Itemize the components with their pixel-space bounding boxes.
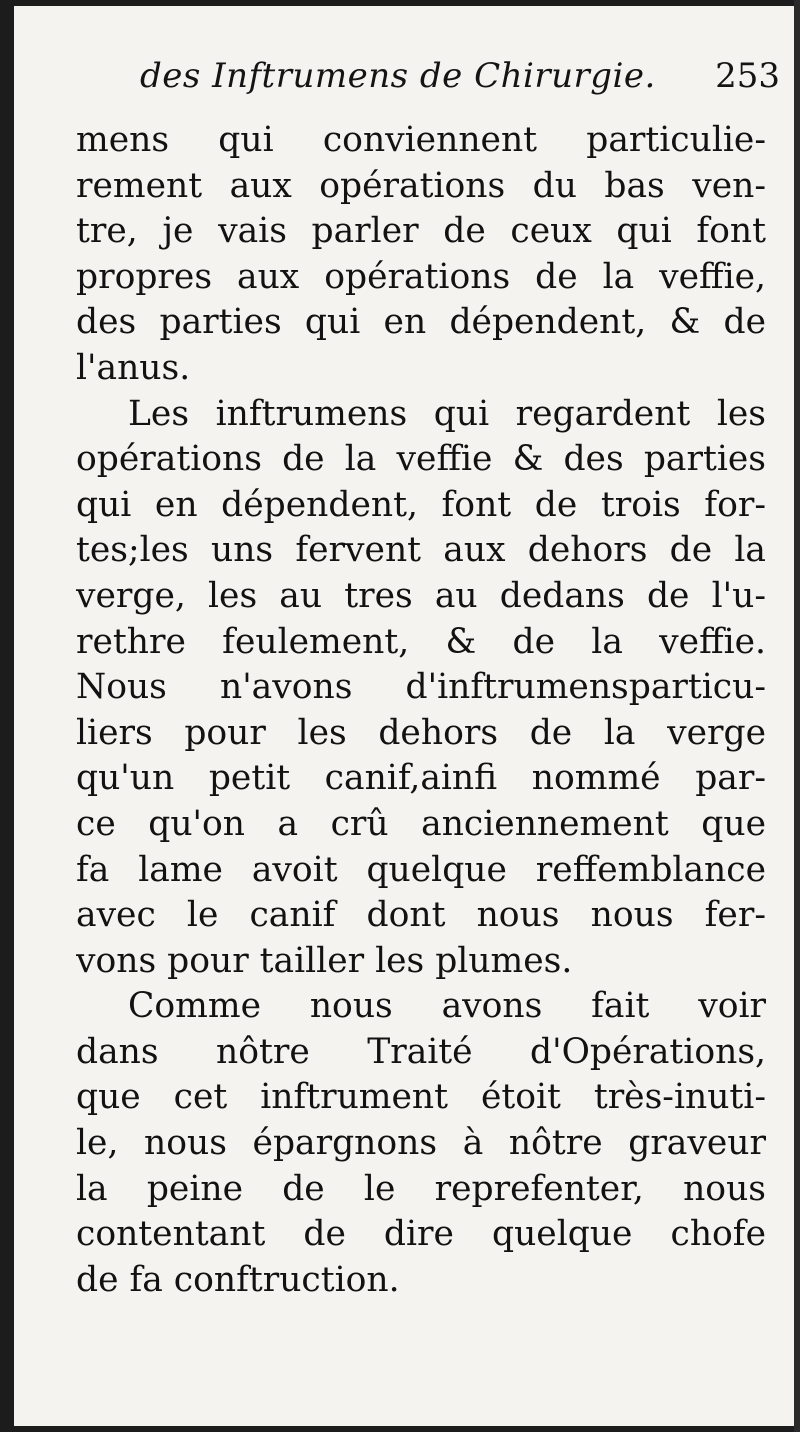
text-line: de fa conftruction. (76, 1259, 400, 1300)
running-title: des Inftrumens de Chirurgie. (140, 56, 656, 96)
text-line: propres aux opérations de la veffie, (76, 256, 766, 297)
text-line: verge, les au tres au dedans de l'u- (76, 575, 766, 616)
text-line: le, nous épargnons à nôtre graveur (76, 1123, 766, 1164)
text-line: que cet inftrument étoit très-inuti- (76, 1077, 766, 1118)
text-line: ce qu'on a crû anciennement que (76, 803, 766, 844)
text-line: Nous n'avons d'inftrumensparticu- (76, 667, 766, 708)
text-line: avec le canif dont nous nous fer- (76, 895, 766, 936)
text-line: l'anus. (76, 347, 191, 388)
book-page (14, 6, 796, 1426)
text-line: rement aux opérations du bas ven- (76, 165, 766, 206)
text-line: fa lame avoit quelque reffemblance (76, 849, 766, 890)
text-line: opérations de la veffie & des parties (76, 439, 766, 480)
page-header (140, 52, 780, 112)
page-edge-shadow (794, 0, 800, 1432)
text-line: Comme nous avons fait voir (128, 986, 766, 1027)
text-line: liers pour les dehors de la verge (76, 712, 766, 753)
text-line: tes;les uns fervent aux dehors de la (76, 530, 766, 571)
text-line: qui en dépendent, font de trois for- (76, 484, 766, 525)
text-line: qu'un petit canif,ainfi nommé par- (76, 758, 766, 799)
text-line: vons pour tailler les plumes. (76, 940, 573, 981)
text-line: contentant de dire quelque chofe (76, 1214, 766, 1255)
page-number: 253 (715, 56, 780, 96)
text-line: rethre feulement, & de la veffie. (76, 621, 766, 662)
text-line: mens qui conviennent particulie- (76, 120, 766, 160)
text-line: dans nôtre Traité d'Opérations, (76, 1031, 766, 1072)
text-line: la peine de le reprefenter, nous (76, 1168, 766, 1209)
text-line: tre, je vais parler de ceux qui font (76, 211, 766, 252)
text-line: Les inftrumens qui regardent les (128, 393, 766, 434)
body-text (76, 118, 766, 1303)
text-line: des parties qui en dépendent, & de (76, 302, 766, 343)
